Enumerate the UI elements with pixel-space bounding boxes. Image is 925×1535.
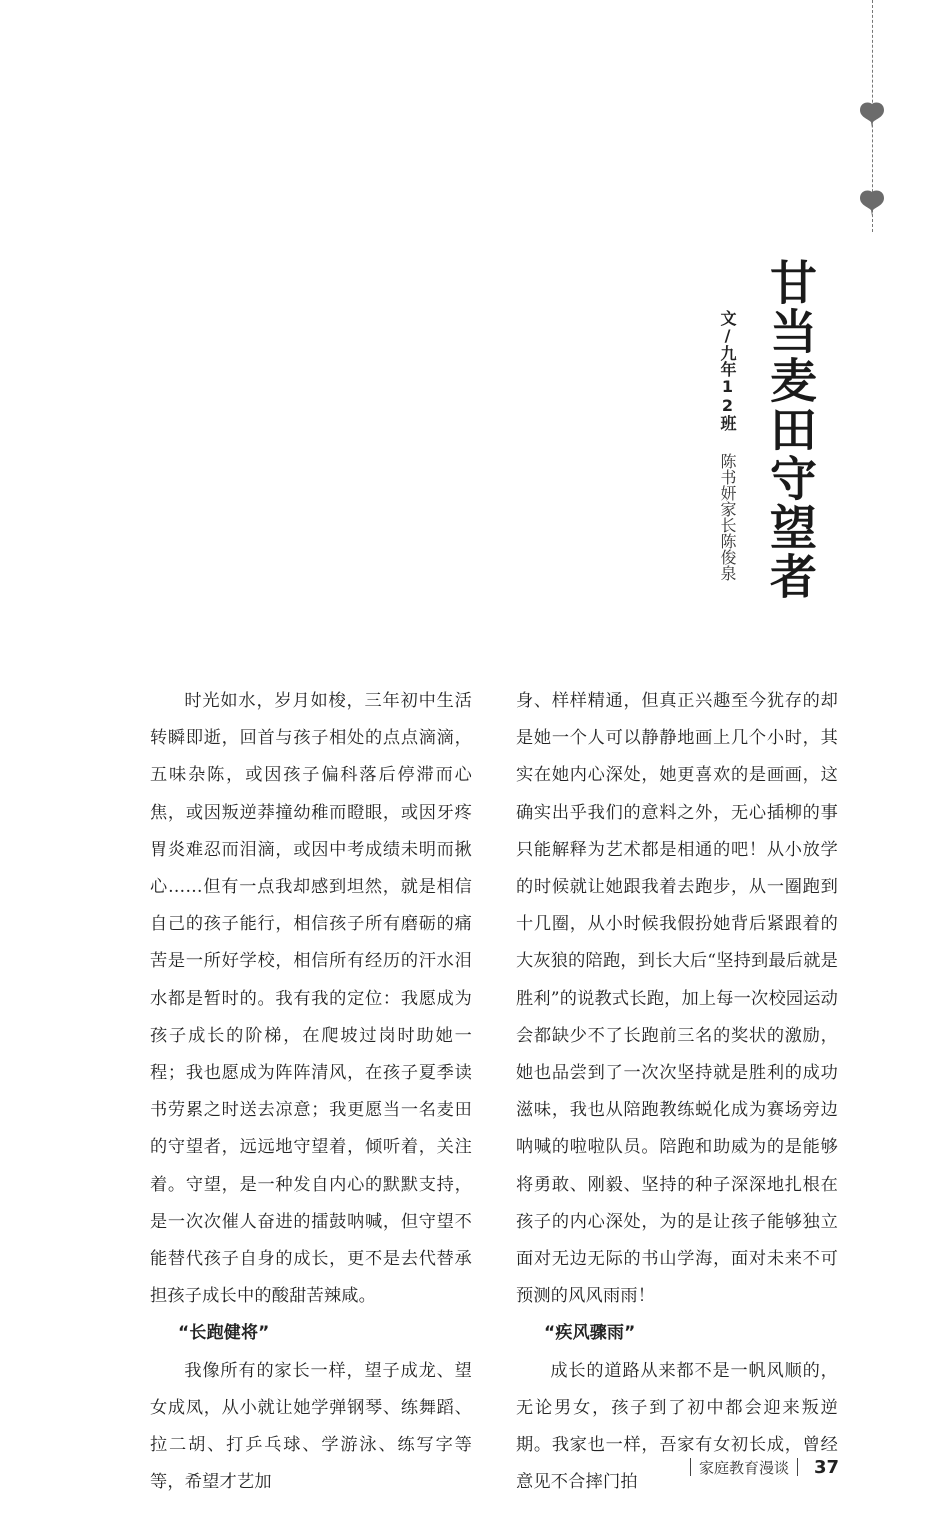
footer-section-name: 家庭教育漫谈 — [699, 1458, 790, 1477]
left-column — [150, 683, 472, 1501]
byline-class: 九年12班 — [718, 345, 737, 431]
paragraph: 我像所有的家长一样，望子成龙、望女成凤，从小就让她学弹钢琴、练舞蹈、拉二胡、打乒乓球、学游泳、练写字等等，希望才艺加 — [150, 1360, 472, 1493]
byline-prefix: 文 — [718, 310, 737, 326]
footer-divider — [797, 1458, 798, 1476]
heart-icon — [858, 190, 886, 216]
section-heading: “疾风骤雨” — [544, 1323, 636, 1344]
page-footer — [690, 1454, 839, 1480]
page-number: 37 — [814, 1456, 840, 1478]
heart-icon — [858, 102, 886, 128]
byline — [714, 310, 740, 581]
byline-author: 陈书妍家长陈俊泉 — [718, 453, 737, 581]
footer-divider — [690, 1458, 691, 1476]
paragraph: 时光如水，岁月如梭，三年初中生活转瞬即逝，回首与孩子相处的点点滴滴，五味杂陈，或因孩子偏科落后停滞而心焦，或因叛逆莽撞幼稚而瞪眼，或因牙疼胃炎难忍而泪滴，或因中考成绩未明而揪心……但有一点我却感到坦然，就是相信自己的孩子能行，相信孩子所有磨砺的痛苦是一所好学校，相信所有经历的汗水泪水都是暂时的。我有我的定位：我愿成为孩子成长的阶梯，在爬坡过岗时助她一程；我也愿成为阵阵清风，在孩子夏季读书劳累之时送去凉意；我更愿当一名麦田的守望者，远远地守望着，倾听着，关注着。守望，是一种发自内心的默默支持，是一次次催人奋进的擂鼓呐喊，但守望不能替代孩子自身的成长，更不是去代替承担孩子成长中的酸甜苦辣咸。 — [150, 691, 472, 1307]
right-column — [516, 683, 838, 1501]
article-title: 甘当麦田守望者 — [762, 258, 817, 601]
section-heading: “长跑健将” — [178, 1323, 270, 1344]
byline-slash: / — [718, 326, 737, 345]
paragraph: 成长的道路从来都不是一帆风顺的，无论男女，孩子到了初中都会迎来叛逆期。我家也一样，吾家有女初长成，曾经意见不合摔门拍 — [516, 1360, 838, 1493]
paragraph: 身、样样精通，但真正兴趣至今犹存的却是她一个人可以静静地画上几个小时，其实在她内心深处，她更喜欢的是画画，这确实出乎我们的意料之外，无心插柳的事只能解释为艺术都是相通的吧！从小放学的时候就让她跟我着去跑步，从一圈跑到十几圈，从小时候我假扮她背后紧跟着的大灰狼的陪跑，到长大后“坚持到最后就是胜利”的说教式长跑，加上每一次校园运动会都缺少不了长跑前三名的奖状的激励，她也品尝到了一次次坚持就是胜利的成功滋味，我也从陪跑教练蜕化成为赛场旁边呐喊的啦啦队员。陪跑和助威为的是能够将勇敢、刚毅、坚持的种子深深地扎根在孩子的内心深处，为的是让孩子能够独立面对无边无际的书山学海，面对未来不可预测的风风雨雨！ — [516, 691, 838, 1307]
